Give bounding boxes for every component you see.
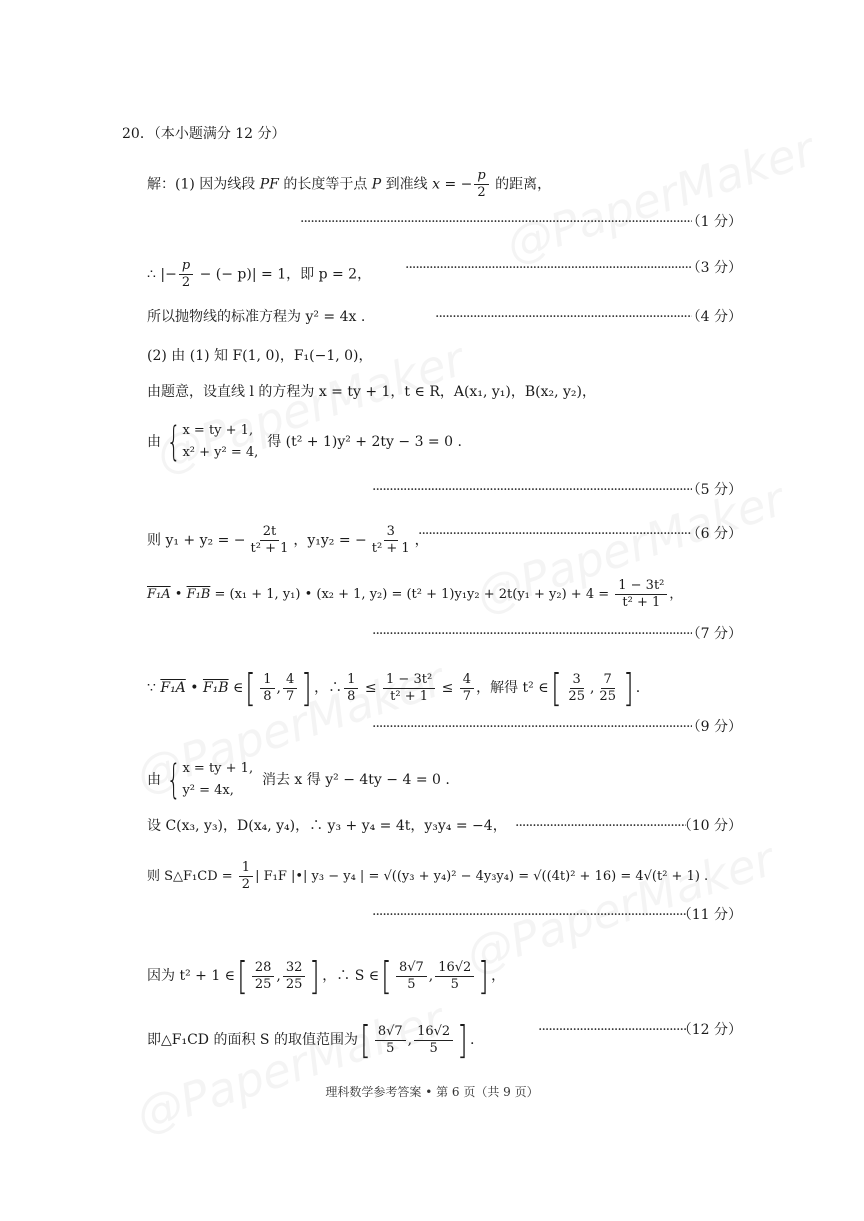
score-11: （11 分） xyxy=(677,907,742,923)
score-9: （9 分） xyxy=(686,719,742,735)
page-footer: 理科数学参考答案 • 第 6 页（共 9 页） xyxy=(325,1085,539,1099)
solution-line-2: ∴ |− $\frac{p}{2}$ − (− p)| = 1，即 p = 2， xyxy=(147,258,372,290)
score-2: （3 分） xyxy=(686,260,742,276)
dot-leader xyxy=(372,717,692,737)
dot-leader xyxy=(435,307,692,327)
dot-leader xyxy=(372,905,686,925)
solution-line-9: ∵ F₁A • F₁B ∈[ $\frac{1}{8}$ , $\frac{4}{7}$ ] ，∴ $\frac{1}{8}$ ≤ $\frac{\text{1 − 3t²}}{\text{t² + 1}}$ ≤ $\frac{4}{7}$ ，解得 t² ∈[ $\frac{3}{25}$ , $\frac{7}{25}$ ] . xyxy=(147,666,641,710)
solution-line-14: 即△F₁CD 的面积 S 的取值范围为[ $\frac{8√7}{5}$ , $\frac{16√2}{5}$ ] . xyxy=(147,1018,475,1062)
dot-leader xyxy=(300,212,692,232)
solution-line-1: 解：(1) 因为线段 PF 的长度等于点 P 到准线 x = − $\frac{p}{2}$ 的距离， xyxy=(147,168,552,200)
solution-line-13: 因为 t² + 1 ∈[ $\frac{28}{25}$ , $\frac{32}{25}$ ] ，∴ S ∈[ $\frac{8√7}{5}$ , $\frac{16√2}{5}$ ] ， xyxy=(147,954,506,998)
score-3: （4 分） xyxy=(686,309,742,325)
score-12: （12 分） xyxy=(677,1022,742,1038)
solution-line-3: 所以抛物线的标准方程为 y² = 4x . xyxy=(147,309,366,325)
score-7: （7 分） xyxy=(686,626,742,642)
score-5: （5 分） xyxy=(686,482,742,498)
dot-leader xyxy=(538,1020,686,1040)
solution-line-10: 由 { x = ty + 1, y² = 4x, 消去 x 得 y² − 4ty − 4 = 0 . xyxy=(147,757,450,803)
dot-leader xyxy=(515,816,686,836)
solution-line-7: 则 y₁ + y₂ = − $\frac{2t}{\text{t² + 1}}$ ，y₁y₂ = − $\frac{3}{\text{t² + 1}}$ ， xyxy=(147,524,429,556)
dot-leader xyxy=(405,258,692,278)
score-1: （1 分） xyxy=(686,214,742,230)
dot-leader xyxy=(372,624,692,644)
solution-line-12: 则 S△F₁CD = $\frac{1}{2}$ | F₁F |•| y₃ − y₄ | = √((y₃ + y₄)² − 4y₃y₄) = √((4t)² + 16) = 4√(t² + 1) . xyxy=(147,860,709,892)
solution-line-11: 设 C(x₃, y₃)，D(x₄, y₄)，∴ y₃ + y₄ = 4t，y₃y₄ = −4， xyxy=(147,818,507,834)
dot-leader xyxy=(418,524,692,544)
solution-line-4: (2) 由 (1) 知 F(1, 0)，F₁(−1, 0)， xyxy=(147,348,373,364)
score-6: （6 分） xyxy=(686,526,742,542)
problem-title: 20．（本小题满分 12 分） xyxy=(122,126,286,142)
dot-leader xyxy=(372,480,692,500)
watermark xyxy=(129,992,450,1142)
solution-line-6: 由 { x = ty + 1, x² + y² = 4, 得 (t² + 1)y² + 2ty − 3 = 0 . xyxy=(147,419,462,465)
score-10: （10 分） xyxy=(677,818,742,834)
solution-line-5: 由题意，设直线 l 的方程为 x = ty + 1，t ∈ R，A(x₁, y₁)，B(x₂, y₂)， xyxy=(147,384,596,400)
solution-line-8: F₁A • F₁B = (x₁ + 1, y₁) • (x₂ + 1, y₂) = (t² + 1)y₁y₂ + 2t(y₁ + y₂) + 4 = $\frac{\text{1 − 3t²}}{\text{t² + 1}}$ ， xyxy=(147,578,683,610)
